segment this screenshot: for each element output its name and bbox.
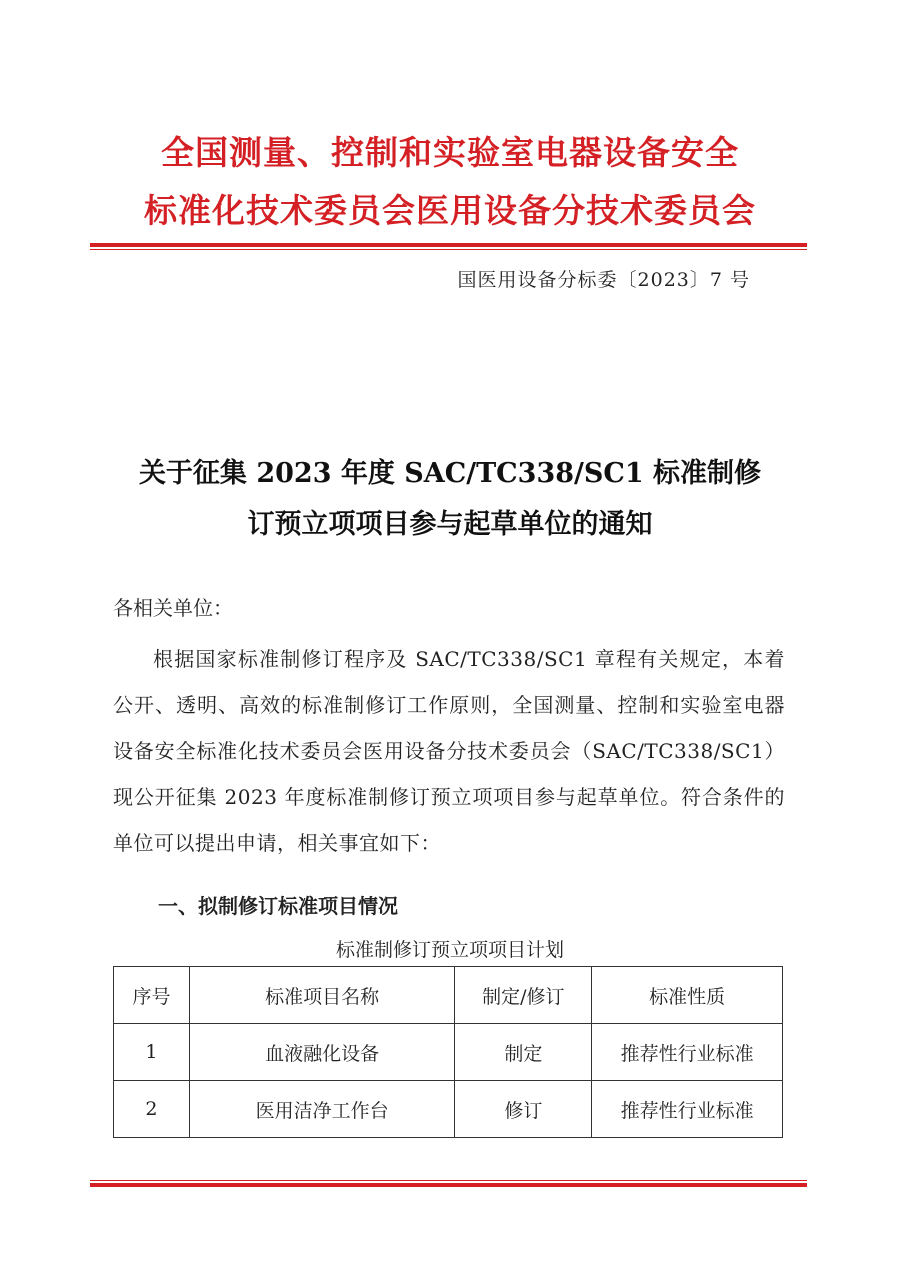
- organization-name-line1: 全国测量、控制和实验室电器设备安全: [161, 133, 739, 172]
- cell-type: 修订: [455, 1081, 592, 1138]
- table-caption: 标准制修订预立项项目计划: [335, 939, 564, 961]
- notice-body-paragraph: 根据国家标准制修订程序及 SAC/TC338/SC1 章程有关规定，本着公开、透明、高效的标准制修订工作原则，全国测量、控制和实验室电器设备安全标准化技术委员会医用设备分技术委员会（SAC/TC338/SC1）现公开征集 2023 年度标准制修订预立项项目参与起草单位。符合条件的单位可以提出申请，相关事宜如下：: [113, 647, 785, 855]
- project-plan-table: [113, 966, 783, 1138]
- cell-nature: 推荐性行业标准: [592, 1081, 783, 1138]
- header-cell-type: 制定/修订: [455, 967, 592, 1024]
- section-heading: 一、拟制修订标准项目情况: [158, 894, 398, 918]
- table-row: [114, 1081, 783, 1138]
- cell-index: 1: [114, 1024, 190, 1081]
- header-cell-nature: 标准性质: [592, 967, 783, 1024]
- notice-title-line1: 关于征集 2023 年度 SAC/TC338/SC1 标准制修: [138, 458, 762, 489]
- notice-title-line2: 订预立项项目参与起草单位的通知: [247, 509, 653, 540]
- header-cell-project-name: 标准项目名称: [189, 967, 455, 1024]
- table-row: [114, 1024, 783, 1081]
- header-red-rule: [90, 243, 807, 250]
- cell-project-name: 血液融化设备: [189, 1024, 455, 1081]
- header-cell-index: 序号: [114, 967, 190, 1024]
- cell-type: 制定: [455, 1024, 592, 1081]
- salutation: 各相关单位：: [113, 596, 233, 620]
- document-number: 国医用设备分标委〔2023〕7 号: [457, 269, 750, 291]
- footer-red-rule: [90, 1180, 807, 1187]
- cell-nature: 推荐性行业标准: [592, 1024, 783, 1081]
- cell-project-name: 医用洁净工作台: [189, 1081, 455, 1138]
- table-header-row: [114, 967, 783, 1024]
- organization-name-line2: 标准化技术委员会医用设备分技术委员会: [144, 191, 756, 230]
- cell-index: 2: [114, 1081, 190, 1138]
